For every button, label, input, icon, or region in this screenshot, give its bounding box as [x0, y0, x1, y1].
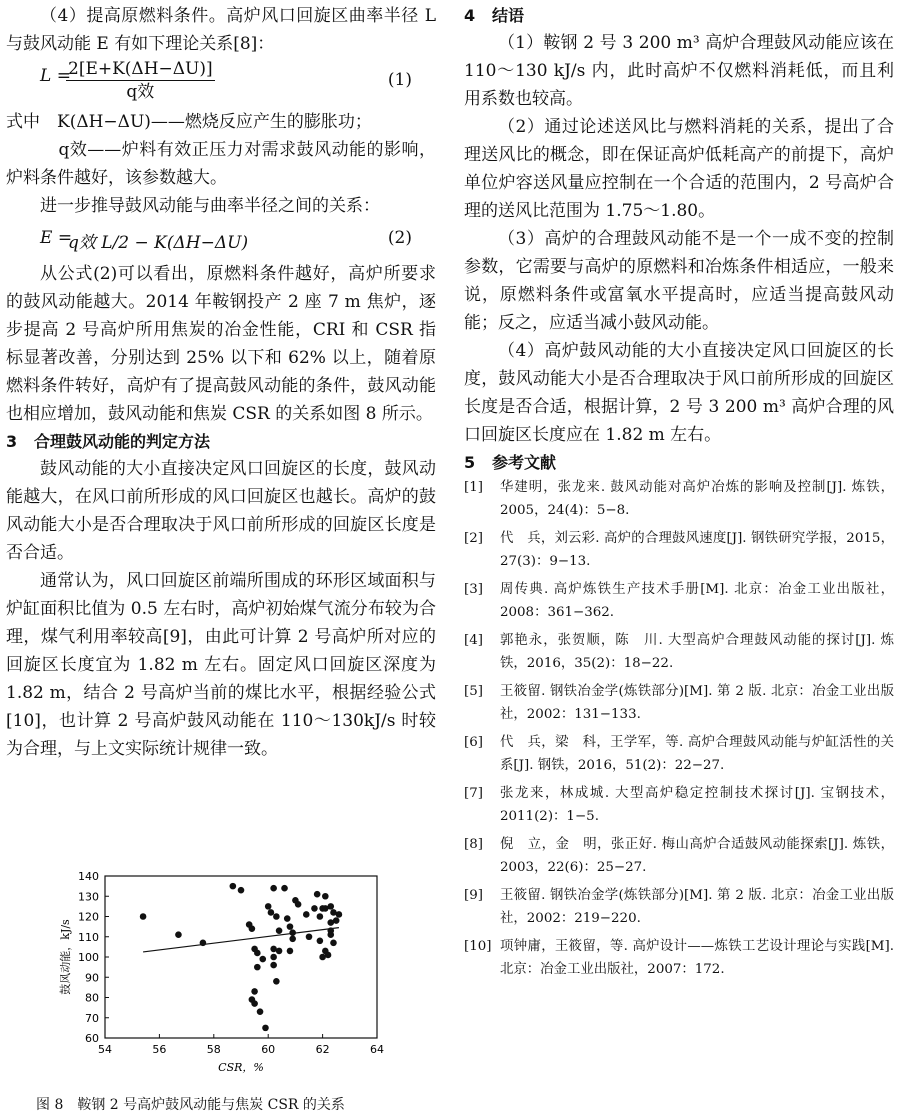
paragraph-raw-material: （4）提高原燃料条件。高炉风口回旋区曲率半径 L 与鼓风动能 E 有如下理论关系[8]：	[6, 6, 436, 54]
reference-number: [9]	[464, 888, 483, 903]
reference-list	[464, 476, 894, 981]
eq1-numerator: 2[E+K(ΔH−ΔU)]	[68, 59, 213, 79]
x-tick-label: 64	[370, 1043, 384, 1056]
data-point	[249, 925, 256, 932]
reference-text: 代 兵，刘云彩. 高炉的合理鼓风速度[J]. 钢铁研究学报，2015，27(3)：9−13.	[500, 531, 894, 569]
reference-item	[464, 731, 894, 777]
left-column	[6, 0, 436, 763]
reference-text: 代 兵，梁 科，王学军，等. 高炉合理鼓风动能与炉缸活性的关系[J]. 钢铁，2016，51(2)：22−27.	[500, 735, 894, 773]
reference-item	[464, 833, 894, 879]
reference-item	[464, 782, 894, 828]
reference-item	[464, 629, 894, 675]
reference-text: 项钟庸，王筱留，等. 高炉设计——炼铁工艺设计理论与实践[M]. 北京：冶金工业出版社，2007：172.	[500, 939, 894, 977]
y-tick-label: 140	[78, 870, 99, 883]
reference-item	[464, 476, 894, 522]
section-4-heading	[464, 2, 894, 29]
data-point	[276, 927, 283, 934]
reference-text: 张龙来，林成城. 大型高炉稳定控制技术探讨[J]. 宝钢技术，2011(2)：1−5.	[500, 786, 894, 824]
data-point	[295, 901, 302, 908]
reference-number: [8]	[464, 837, 483, 852]
data-point	[276, 948, 283, 955]
data-point	[262, 1025, 269, 1032]
eq1-lhs: L =	[40, 66, 71, 86]
reference-number: [4]	[464, 633, 483, 648]
x-tick-label: 60	[261, 1043, 276, 1056]
data-point	[287, 948, 294, 955]
data-point	[306, 933, 313, 940]
data-point	[336, 911, 343, 918]
data-point	[140, 913, 147, 920]
reference-text: 王筱留. 钢铁冶金学(炼铁部分)[M]. 第 2 版. 北京：冶金工业出版社，2002：219−220.	[500, 888, 894, 926]
equation-2	[6, 220, 436, 260]
y-tick-label: 80	[85, 991, 99, 1005]
y-tick-label: 60	[85, 1032, 99, 1045]
data-point	[257, 1008, 264, 1015]
data-point	[317, 913, 324, 920]
section-5-number: 5	[464, 453, 476, 472]
data-point	[327, 931, 334, 938]
reference-number: [2]	[464, 531, 483, 546]
eq2-rhs: q效 L/2 − K(ΔH−ΔU)	[68, 233, 249, 253]
eq1-number: (1)	[387, 70, 412, 90]
where-line-1: 式中 K(ΔH−ΔU)——燃烧反应产生的膨胀功；	[6, 112, 372, 132]
data-point	[200, 940, 207, 947]
conclusion-1: （1）鞍钢 2 号 3 200 m³ 高炉合理鼓风动能应该在 110～130 kJ/s 内，此时高炉不仅燃料消耗低，而且利用系数也较高。	[464, 33, 894, 109]
data-point	[287, 923, 294, 930]
section-4-number: 4	[464, 6, 476, 25]
eq1-denominator: q效	[126, 82, 155, 102]
reference-number: [1]	[464, 480, 483, 495]
data-point	[251, 988, 258, 995]
paragraph-raceway: 鼓风动能的大小直接决定风口回旋区的长度，鼓风动能越大，在风口前所形成的风口回旋区也越长。高炉的鼓风动能大小是否合理取决于风口前所形成的回旋区长度是否合适。	[6, 459, 436, 563]
reference-item	[464, 680, 894, 726]
data-point	[319, 954, 326, 961]
data-point	[251, 1000, 258, 1007]
data-point	[270, 962, 277, 969]
reference-number: [7]	[464, 786, 483, 801]
y-tick-label: 120	[78, 910, 99, 924]
x-tick-label: 58	[206, 1043, 221, 1056]
data-point	[333, 917, 340, 924]
conclusion-3: （3）高炉的合理鼓风动能不是一个一成不变的控制参数，它需要与高炉的原燃料和冶炼条件相适应，一般来说，原燃料条件或富氧水平提高时，应适当提高鼓风动能；反之，应适当减小鼓风动能。	[464, 229, 894, 333]
section-3-number: 3	[6, 432, 18, 451]
reference-number: [3]	[464, 582, 483, 597]
section-5-title: 参考文献	[492, 453, 557, 472]
x-tick-label: 62	[315, 1043, 330, 1056]
data-point	[238, 887, 245, 894]
eq2-lhs: E =	[40, 228, 73, 248]
section-3-title: 合理鼓风动能的判定方法	[34, 432, 211, 451]
figure-caption: 图 8 鞍钢 2 号高炉鼓风动能与焦炭 CSR 的关系	[36, 1097, 345, 1113]
data-point	[270, 954, 277, 961]
data-point	[273, 913, 280, 920]
data-point	[330, 940, 337, 947]
x-tick-label: 54	[98, 1043, 112, 1056]
conclusion-4: （4）高炉鼓风动能的大小直接决定风口回旋区的长度，鼓风动能大小是否合理取决于风口前所形成的回旋区长度是否合适，根据计算，2 号 3 200 m³ 高炉合理的风口回旋区长度应在 1.82 m 左右。	[464, 341, 894, 445]
scatter-chart	[30, 862, 390, 1090]
data-point	[311, 905, 318, 912]
data-point	[259, 956, 266, 963]
section-4-title: 结语	[492, 6, 525, 25]
data-point	[322, 893, 329, 900]
x-tick-label: 56	[152, 1043, 167, 1056]
data-point	[303, 911, 310, 918]
y-tick-label: 110	[78, 930, 99, 944]
reference-text: 倪 立，金 明，张正好. 梅山高炉合适鼓风动能探索[J]. 炼铁，2003，22(6)：25−27.	[500, 837, 894, 875]
section-5-heading	[464, 449, 894, 476]
reference-number: [10]	[464, 939, 492, 954]
y-tick-label: 100	[78, 951, 99, 964]
data-point	[281, 885, 288, 892]
where-line-2: q效——炉料有效正压力对需求鼓风动能的影响，炉料条件越好，该参数越大。	[6, 140, 436, 188]
right-column	[464, 0, 894, 986]
y-tick-label: 130	[78, 890, 99, 904]
data-point	[322, 905, 329, 912]
reference-number: [6]	[464, 735, 483, 750]
reference-item	[464, 884, 894, 930]
section-3-heading	[6, 428, 436, 455]
data-point	[289, 935, 296, 942]
data-point	[254, 964, 261, 971]
eq2-number: (2)	[387, 228, 412, 248]
x-axis-label: CSR，%	[218, 1061, 264, 1074]
data-point	[270, 885, 277, 892]
paragraph-calculation: 通常认为，风口回旋区前端所围成的环形区域面积与炉缸面积比值为 0.5 左右时，高炉初始煤气流分布较为合理，煤气利用率较高[9]，由此可计算 2 号高炉所对应的回旋区长度宜为 1.82 m 左右。固定风口回旋区深度为 1.82 m，结合 2 号高炉当前的煤比水平，根据经验公式[10]，也计算 2 号高炉鼓风动能在 110～130kJ/s 时较为合理，与上文实际统计规律一致。	[6, 571, 436, 759]
data-point	[317, 938, 324, 945]
data-point	[289, 929, 296, 936]
y-tick-label: 70	[85, 1011, 99, 1025]
reference-text: 郭艳永，张贺顺，陈 川. 大型高炉合理鼓风动能的探讨[J]. 炼铁，2016，35(2)：18−22.	[500, 633, 894, 671]
y-axis-label: 鼓风动能，kJ/s	[59, 919, 72, 995]
conclusion-2: （2）通过论述送风比与燃料消耗的关系，提出了合理送风比的概念，即在保证高炉低耗高产的前提下，高炉单位炉容送风量应控制在一个合适的范围内，2 号高炉合理的送风比范围为 1.75～1.80。	[464, 117, 894, 221]
reference-item	[464, 578, 894, 624]
data-point	[284, 915, 291, 922]
reference-item	[464, 935, 894, 981]
reference-item	[464, 527, 894, 573]
y-tick-label: 90	[85, 971, 99, 985]
reference-text: 华建明，张龙来. 鼓风动能对高炉冶炼的影响及控制[J]. 炼铁，2005，24(4)：5−8.	[500, 480, 894, 518]
reference-number: [5]	[464, 684, 483, 699]
equation-1	[6, 58, 436, 108]
paragraph-formula-2: 从公式(2)可以看出，原燃料条件越好，高炉所要求的鼓风动能越大。2014 年鞍钢投产 2 座 7 m 焦炉，逐步提高 2 号高炉所用焦炭的冶金性能，CRI 和 CSR 指标显著改善，分别达到 25% 以下和 62% 以上，随着原燃料条件转好，高炉有了提高鼓风动能的条件，鼓风动能也相应增加，鼓风动能和焦炭 CSR 的关系如图 8 所示。	[6, 264, 436, 424]
data-point	[273, 978, 280, 985]
data-point	[254, 950, 261, 957]
reference-text: 周传典. 高炉炼铁生产技术手册[M]. 北京：冶金工业出版社，2008：361−362.	[500, 582, 894, 620]
data-point	[314, 891, 321, 898]
reference-text: 王筱留. 钢铁冶金学(炼铁部分)[M]. 第 2 版. 北京：冶金工业出版社，2002：131−133.	[500, 684, 894, 722]
paragraph-derive: 进一步推导鼓风动能与曲率半径之间的关系：	[40, 196, 380, 216]
data-point	[175, 931, 182, 938]
data-point	[265, 903, 272, 910]
data-point	[268, 909, 275, 916]
plot-frame	[105, 876, 377, 1038]
data-point	[230, 883, 237, 890]
